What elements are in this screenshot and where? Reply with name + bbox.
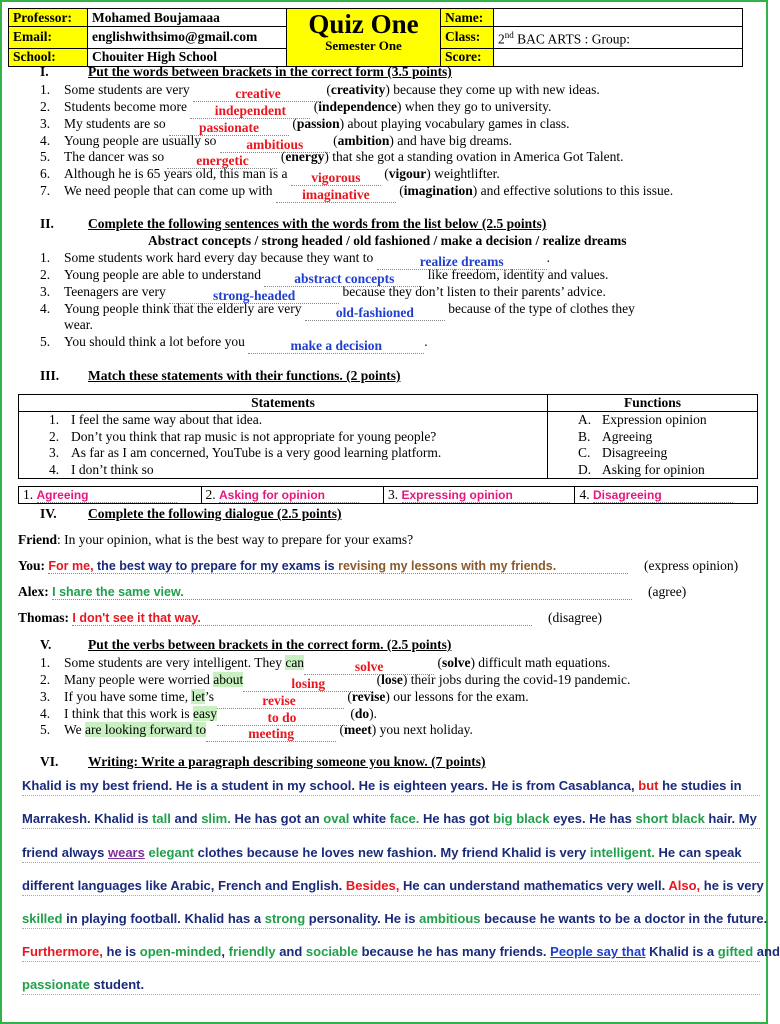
you-speaker: You [18,558,41,573]
paragraph-text: oval [323,811,350,826]
answer-blank[interactable]: abstract concepts [264,272,424,287]
question-number: 2. [40,672,51,687]
paragraph-text: gifted [717,944,754,959]
question-text-end: because they don’t listen to their parents’ advice. [339,284,606,299]
answer-blank[interactable]: realize dreams [377,255,547,270]
section-3-title: Match these statements with their functions. (2 points) [88,368,401,383]
class-label: Class: [441,27,494,49]
writing-line [22,895,760,896]
question-number: 5. [40,334,51,349]
question-number: 4. [40,301,51,316]
question-row: 5. We are looking forward to meeting (meet) you next holiday. [40,722,473,741]
paragraph-text: He has got [419,811,494,826]
class-number: 2 [498,31,505,47]
answer-blank[interactable]: imaginative [276,188,396,203]
question-number: 1. [40,250,51,265]
paragraph-text: Marrakesh. Khalid is [22,811,153,826]
answer-blank[interactable]: solve [304,660,434,675]
section-1-number: I. [40,64,49,79]
section-4-heading [40,506,342,522]
paragraph-line [22,911,768,926]
statement-row [49,429,543,446]
you-answer-part3: revising my lessons with my friends. [338,559,557,573]
question-text: The dancer was so [64,149,168,164]
bracket-word: energy [285,149,325,164]
paragraph-text: he is [102,944,140,959]
match-answer-number: 1. [23,487,34,502]
answer-blank[interactable]: vigorous [291,171,381,186]
paragraph-text: eyes. He has [549,811,636,826]
paragraph-text: and [170,811,202,826]
thomas-speaker: Thomas [18,610,65,625]
question-number: 4. [40,133,51,148]
bracket-word: passion [296,116,340,131]
paragraph-line [22,878,762,893]
question-row [40,267,609,286]
paragraph-text: Khalid is a [645,944,718,959]
question-text-end: ) you next holiday. [371,722,473,737]
question-row: 3. If you have some time, let’s revise (revise) our lessons for the exam. [40,689,529,708]
matching-table [18,394,758,479]
bracket-word: ambition [337,133,390,148]
answer-blank[interactable]: revise [214,694,344,709]
score-field[interactable] [494,48,743,66]
statement-text: Don’t you think that rap music is not appropriate for young people? [71,428,437,444]
question-number: 1. [40,655,51,670]
function-text: Agreeing [602,428,653,444]
function-row [578,445,753,462]
answer-blank[interactable]: to do [217,711,347,726]
thomas-answer: I don't see it that way. [72,611,201,625]
question-number: 5. [40,722,51,737]
question-text-end: ). [369,706,378,721]
alex-answer: I share the same view. [52,585,184,599]
paragraph-text: wears [107,845,145,860]
paragraph-text: because he wants to be a doctor in the future. [480,911,768,926]
writing-line [22,795,760,796]
paragraph-text: but [638,778,659,793]
question-text: Some students work hard every day because they want to [64,250,377,265]
paragraph-text: intelligent. [589,845,655,860]
question-row: 2. Many people were worried about losing (lose) their jobs during the covid-19 pandemic. [40,672,631,691]
question-text: Young people are usually so [64,133,220,148]
writing-line [22,994,760,995]
paragraph-text: and [753,944,780,959]
paragraph-text: he studies in [658,778,742,793]
paragraph-text: friendly [228,944,276,959]
paragraph-text: tall [152,811,171,826]
question-number: 4. [40,706,51,721]
statement-number: 1. [49,412,60,427]
match-answer[interactable]: Expressing opinion [402,488,550,503]
function-row [578,462,753,479]
section-3-heading [40,368,400,384]
function-text: Asking for opinion [602,461,705,477]
paragraph-text: clothes because he loves new fashion. My friend Khalid is very [194,845,590,860]
question-text: Many people were worried [64,672,214,687]
section-6-title: Writing: Write a paragraph describing someone you know. (7 points) [88,754,486,769]
paragraph-text: different languages like Arabic, French and English. [22,878,346,893]
thomas-function: (disagree) [548,610,602,625]
answer-blank[interactable]: losing [243,677,373,692]
question-row: 1. Some students are very intelligent. They can solve (solve) difficult math equations. [40,655,611,674]
bracket-word: independence [318,99,397,114]
paragraph-text: He can understand mathematics very well. [399,878,669,893]
writing-line [22,928,760,929]
quiz-subtitle: Semester One [325,38,402,53]
match-answer-number: 3. [388,487,399,502]
section-2-number: II. [40,216,54,231]
statement-text: I don’t think so [71,461,154,477]
friend-speaker: Friend [18,532,57,547]
function-letter: D. [578,461,592,477]
section-6-heading [40,754,486,770]
question-row [40,301,635,320]
question-text: You should think a lot before you [64,334,249,349]
function-row [578,429,753,446]
functions-cell [548,412,758,479]
answer-blank[interactable]: creative [193,87,323,102]
question-text-end: like freedom, identity and values. [424,267,609,282]
question-text: My students are so [64,116,169,131]
paragraph-text: sociable [305,944,358,959]
paragraph-text: , [221,944,229,959]
paragraph-text: and [275,944,306,959]
school-label: School: [9,48,88,66]
question-row: 4. Young people are usually so ambitious (ambition) and have big dreams. [40,133,512,152]
question-text-end: ) when they go to university. [397,99,552,114]
paragraph-text: white [349,811,390,826]
function-letter: B. [578,428,591,444]
answer-blank[interactable]: old-fashioned [305,306,445,321]
match-answer[interactable]: Asking for opinion [219,488,359,503]
alex-speaker: Alex [18,584,45,599]
question-row: 2. Students become more independent (independence) when they go to university. [40,99,552,118]
statement-text: As far as I am concerned, YouTube is a very good learning platform. [71,445,442,460]
writing-line [22,862,760,863]
paragraph-text: student. [89,977,145,992]
question-row: 4. I think that this work is easy to do (do). [40,706,378,725]
paragraph-text: face. [389,811,420,826]
friend-line: : In your opinion, what is the best way to prepare for your exams? [57,532,414,547]
section-2-title: Complete the following sentences with the words from the list below (2.5 points) [88,216,547,231]
question-number: 7. [40,183,51,198]
paragraph-text: slim. [201,811,231,826]
section-1-heading [40,64,452,80]
section-5-number: V. [40,637,52,652]
match-answer-number: 4. [579,487,590,502]
question-text: wear. [64,317,93,332]
paragraph-text: short black [635,811,705,826]
paragraph-text: he is very [700,878,764,893]
school-value: Chouiter High School [88,48,287,66]
you-answer-blank[interactable] [48,559,628,574]
answer-blank[interactable]: meeting [206,727,336,742]
section-2-heading [40,216,546,232]
function-row [578,412,753,429]
question-text: Some students are very [64,82,193,97]
bracket-word: revise [351,689,386,704]
name-field[interactable] [494,9,743,27]
statement-text: I feel the same way about that idea. [71,412,263,427]
header-table [8,8,743,67]
question-text-end: ) because they come up with new ideas. [385,82,600,97]
name-label: Name: [441,9,494,27]
question-text: Students become more [64,99,191,114]
class-value: BAC ARTS : Group: [513,31,630,47]
bracket-word: do [354,706,370,721]
highlighted-word: let [191,689,205,704]
match-answer-cell[interactable] [384,487,575,504]
paragraph-text: big black [493,811,550,826]
score-label: Score: [441,48,494,66]
question-row [40,334,428,353]
statement-row [49,445,543,462]
statement-row [49,412,543,429]
question-text-end: because of the type of clothes they [444,301,635,316]
highlighted-word: easy [193,706,217,721]
quiz-title-box [287,9,441,67]
paragraph-text: strong [264,911,306,926]
highlighted-suffix: ’s [204,689,214,704]
bracket-word: vigour [388,166,427,181]
question-text: We [64,722,86,737]
paragraph-text: ambitious [419,911,481,926]
functions-header: Functions [548,395,758,412]
question-text-end: ) that she got a standing ovation in America Got Talent. [324,149,624,164]
question-row: 3. My students are so passionate (passion) about playing vocabulary games in class. [40,116,570,135]
paragraph-text: because he has many friends. [357,944,551,959]
question-number: 1. [40,82,51,97]
paragraph-text: personality. He is [305,911,420,926]
answer-blank[interactable]: strong-headed [169,289,339,304]
writing-line [22,828,760,829]
match-answer-cell[interactable] [575,487,758,504]
question-row: 6. Although he is 65 years old, this man is a vigorous (vigour) weightlifter. [40,166,500,185]
question-row [40,284,606,303]
question-number: 3. [40,116,51,131]
answer-blank[interactable]: passionate [169,121,289,136]
paragraph-text: hair. My [704,811,757,826]
paragraph-text: elegant [148,845,194,860]
dialogue-friend [18,532,413,548]
paragraph-text: Also, [668,878,701,893]
email-label: Email: [9,27,88,49]
question-text-end: ) weightlifter. [426,166,500,181]
question-row: 5. The dancer was so energetic (energy) that she got a standing ovation in America Got Talent. [40,149,624,168]
alex-answer-blank[interactable] [52,585,632,600]
question-text: We need people that can come up with [64,183,276,198]
match-answer[interactable]: Agreeing [37,488,177,503]
match-answer-cell[interactable] [201,487,384,504]
question-number: 5. [40,149,51,164]
highlighted-word: can [285,655,305,670]
paragraph-line [22,845,762,860]
paragraph-text: open-minded [139,944,222,959]
question-text-end: ) our lessons for the exam. [385,689,529,704]
question-text-end: . [424,334,428,349]
professor-label: Professor: [9,9,88,27]
paragraph-text: He has got an [230,811,324,826]
you-answer-part2: the best way to prepare for my exams is [93,559,339,573]
bracket-word: meet [344,722,372,737]
statement-number: 4. [49,461,60,477]
bracket-word: lose [381,672,403,687]
match-answer-cell[interactable] [19,487,202,504]
function-text: Expression opinion [602,412,707,427]
question-number: 2. [40,99,51,114]
question-text-end: ) their jobs during the covid-19 pandemic. [402,672,631,687]
class-superscript: nd [504,30,514,40]
paragraph-line [22,977,762,992]
bracket-word: solve [441,655,471,670]
answer-blank[interactable]: energetic [167,154,277,169]
highlighted-word: are looking forward to [85,722,207,737]
section-6-number: VI. [40,754,59,769]
question-text: Teenagers are very [64,284,170,299]
function-letter: A. [578,412,592,427]
question-text-end: ) difficult math equations. [470,655,611,670]
statement-number: 2. [49,428,60,444]
paragraph-line [22,944,780,959]
section-3-number: III. [40,368,60,383]
question-row: 1. Some students are very creative (creativity) because they come up with new ideas. [40,82,600,101]
question-number: 3. [40,689,51,704]
paragraph-text: in playing football. Khalid has a [62,911,265,926]
question-row [40,317,93,333]
function-text: Disagreeing [602,445,668,460]
question-text: Young people think that the elderly are very [64,301,305,316]
question-text: I think that this work is [64,706,193,721]
you-answer-part1: For me, [48,559,94,573]
question-text: Although he is 65 years old, this man is a [64,166,291,181]
section-5-heading [40,637,451,653]
section-5-title: Put the verbs between brackets in the correct form. (2.5 points) [88,637,452,652]
highlighted-word: about [213,672,244,687]
question-text-end: ) and effective solutions to this issue. [472,183,674,198]
section-1-title: Put the words between brackets in the correct form (3.5 points) [88,64,452,79]
paragraph-text: Besides, [345,878,400,893]
question-number: 3. [40,284,51,299]
question-row [40,250,551,269]
question-text: If you have some time, [64,689,192,704]
question-text-end: ) about playing vocabulary games in class. [339,116,570,131]
answer-blank[interactable]: make a decision [248,339,424,354]
question-text-end: . [546,250,551,265]
you-function: (express opinion) [644,558,739,573]
question-row: 7. We need people that can come up with imaginative (imagination) and effective solutions to this issue. [40,183,674,202]
question-text: Some students are very intelligent. They [64,655,286,670]
statements-cell [19,412,548,479]
match-answer[interactable]: Disagreeing [593,488,733,503]
function-letter: C. [578,445,591,460]
writing-line [22,961,760,962]
section-4-title: Complete the following dialogue (2.5 points) [88,506,342,521]
bracket-word: creativity [330,82,386,97]
class-field[interactable] [494,27,743,49]
thomas-answer-blank[interactable] [72,611,532,626]
paragraph-text: People say that [550,944,646,959]
statement-number: 3. [49,445,60,460]
paragraph-text: He can speak [654,845,742,860]
question-number: 2. [40,267,51,282]
section-4-number: IV. [40,506,57,521]
paragraph-line [22,778,762,793]
paragraph-text: Furthermore, [22,944,103,959]
bracket-word: imagination [403,183,473,198]
match-answer-number: 2. [205,487,216,502]
paragraph-text: friend always [22,845,108,860]
quiz-title: Quiz One [308,9,419,39]
statement-row [49,462,543,479]
word-list: Abstract concepts / strong headed / old fashioned / make a decision / realize dreams [148,233,627,248]
question-text: Young people are able to understand [64,267,265,282]
email-value: englishwithsimo@gmail.com [88,27,287,49]
alex-function: (agree) [648,584,687,599]
paragraph-text: passionate [22,977,90,992]
answer-blank[interactable]: ambitious [220,138,330,153]
statements-header: Statements [19,395,548,412]
paragraph-text: skilled [22,911,63,926]
paragraph-text: Khalid is my best friend. He is a student in my school. He is eighteen years. He is from Casablanca, [22,778,639,793]
dialogue-alex[interactable]: Alex: I share the same view. [18,584,632,600]
matching-answers [18,486,758,504]
dialogue-thomas[interactable]: Thomas: I don't see it that way. [18,610,532,626]
answer-blank[interactable]: independent [190,104,310,119]
question-number: 6. [40,166,51,181]
professor-name: Mohamed Boujamaaa [88,9,287,27]
paragraph-line [22,811,762,826]
question-text-end: ) and have big dreams. [389,133,512,148]
dialogue-you[interactable]: You: For me, the best way to prepare for my exams is revising my lessons with my friends. [18,558,628,574]
